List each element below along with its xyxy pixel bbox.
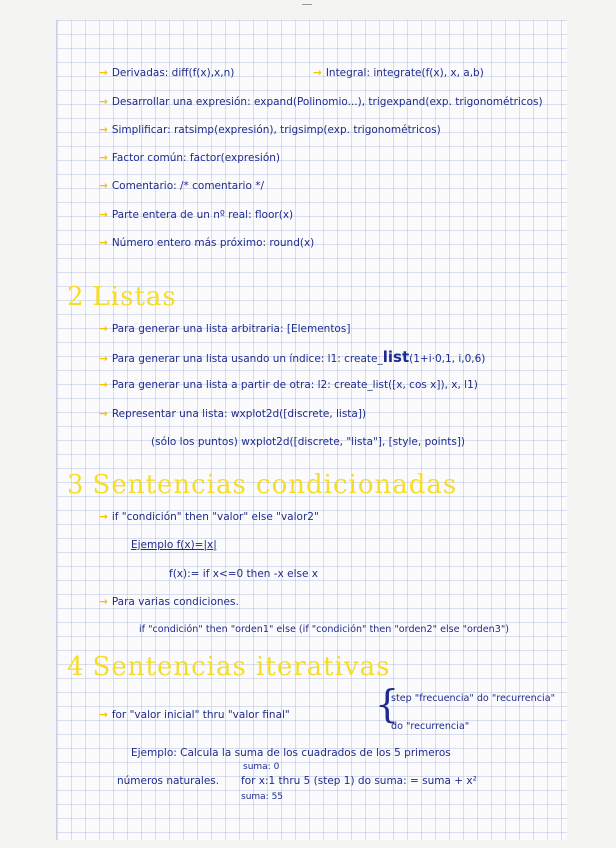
arrow-icon: → — [99, 323, 108, 335]
arrow-icon: → — [99, 180, 108, 192]
fx-definicion-line — [169, 567, 318, 581]
representar-line — [99, 407, 366, 421]
numeros-naturales-line — [117, 774, 219, 788]
integral-line — [313, 66, 484, 80]
lista-otra-line — [99, 378, 478, 392]
solo-puntos-line — [151, 435, 465, 449]
if-anidado-line — [139, 623, 509, 637]
ejemplo-suma-text: Ejemplo: Calcula la suma de los cuadrados de los 5 primeros — [131, 747, 451, 759]
solo-puntos-text: (sólo los puntos) wxplot2d([discrete, "lista"], [style, points]) — [151, 436, 466, 448]
simplificar-text: Simplificar: ratsimp(expresión), trigsimp(exp. trigonométricos) — [111, 124, 441, 136]
section-4-number: 4 — [67, 652, 85, 682]
step-option-text: step "frecuencia" do "recurrencia" — [391, 693, 555, 704]
lista-arbitraria-line — [99, 322, 350, 336]
arrow-icon: → — [99, 408, 108, 420]
arrow-icon: → — [99, 152, 108, 164]
curly-brace-icon: { — [375, 682, 400, 726]
section-3-title: Sentencias condicionadas — [92, 470, 458, 500]
varias-condiciones-line — [99, 595, 239, 609]
do-option-line — [391, 720, 469, 734]
for-text: for "valor inicial" thru "valor final" — [111, 709, 290, 721]
grid-paper-page — [56, 20, 567, 840]
round-line — [99, 236, 314, 250]
floor-line — [99, 208, 293, 222]
arrow-icon: → — [99, 209, 108, 221]
floor-text: Parte entera de un nº real: floor(x) — [111, 209, 294, 221]
factor-line — [99, 151, 280, 165]
suma-final-line — [241, 790, 283, 804]
arrow-icon: → — [99, 709, 108, 721]
arrow-icon: → — [99, 596, 108, 608]
if-text: if "condición" then "valor" else "valor2" — [111, 511, 319, 523]
section-4-title: Sentencias iterativas — [92, 652, 391, 682]
derivadas-line — [99, 66, 234, 80]
ejemplo-fx-text: Ejemplo f(x)=|x| — [131, 539, 217, 551]
representar-text: Representar una lista: wxplot2d([discrete, lista]) — [111, 408, 367, 420]
step-option-line — [391, 692, 555, 706]
arrow-icon: → — [99, 67, 108, 79]
suma-final-text: suma: 55 — [241, 792, 284, 802]
desarrollar-text: Desarrollar una expresión: expand(Polinomio...), trigexpand(exp. trigonométricos) — [111, 96, 543, 108]
desarrollar-line — [99, 95, 543, 109]
arrow-icon: → — [99, 353, 108, 365]
for-ejemplo-line — [241, 774, 477, 788]
ejemplo-suma-line — [131, 746, 451, 760]
arrow-icon: → — [99, 237, 108, 249]
suma-inicial-text: suma: 0 — [243, 762, 280, 772]
arrow-icon: → — [313, 67, 322, 79]
suma-inicial-line — [243, 760, 279, 774]
derivadas-text: Derivadas: diff(f(x),x,n) — [111, 67, 235, 79]
section-2-heading — [67, 282, 177, 312]
round-text: Número entero más próximo: round(x) — [111, 237, 315, 249]
if-anidado-text: if "condición" then "orden1" else (if "condición" then "orden2" else "orden3") — [139, 624, 509, 635]
page-top-mark — [302, 4, 312, 5]
section-2-number: 2 — [67, 282, 85, 312]
varias-condiciones-text: Para varias condiciones. — [111, 596, 239, 608]
fx-definicion-text: f(x):= if x<=0 then -x else x — [169, 568, 318, 580]
if-line — [99, 510, 319, 524]
lista-indice-line — [99, 350, 485, 366]
do-option-text: do "recurrencia" — [391, 721, 470, 732]
arrow-icon: → — [99, 124, 108, 136]
section-3-heading — [67, 470, 457, 500]
arrow-icon: → — [99, 96, 108, 108]
lista-otra-text: Para generar una lista a partir de otra: l2: create_list([x, cos x]), x, l1) — [111, 379, 478, 391]
lista-indice-args: (1+i·0,1, i,0,6) — [409, 353, 486, 365]
lista-indice-text: Para generar una lista usando un índice: l1: create_ — [111, 353, 383, 365]
factor-text: Factor común: factor(expresión) — [111, 152, 281, 164]
comentario-line — [99, 179, 264, 193]
section-3-number: 3 — [67, 470, 85, 500]
lista-indice-list-word: list — [382, 348, 410, 366]
for-ejemplo-text: for x:1 thru 5 (step 1) do suma: = suma + x² — [241, 775, 477, 787]
section-2-title: Listas — [92, 282, 177, 312]
comentario-text: Comentario: /* comentario */ — [111, 180, 264, 192]
lista-arbitraria-text: Para generar una lista arbitraria: [Elementos] — [111, 323, 351, 335]
arrow-icon: → — [99, 379, 108, 391]
ejemplo-fx-line — [131, 538, 217, 552]
integral-text: Integral: integrate(f(x), x, a,b) — [325, 67, 484, 79]
section-4-heading — [67, 652, 390, 682]
simplificar-line — [99, 123, 441, 137]
arrow-icon: → — [99, 511, 108, 523]
for-line — [99, 708, 290, 722]
numeros-naturales-text: números naturales. — [117, 775, 220, 787]
